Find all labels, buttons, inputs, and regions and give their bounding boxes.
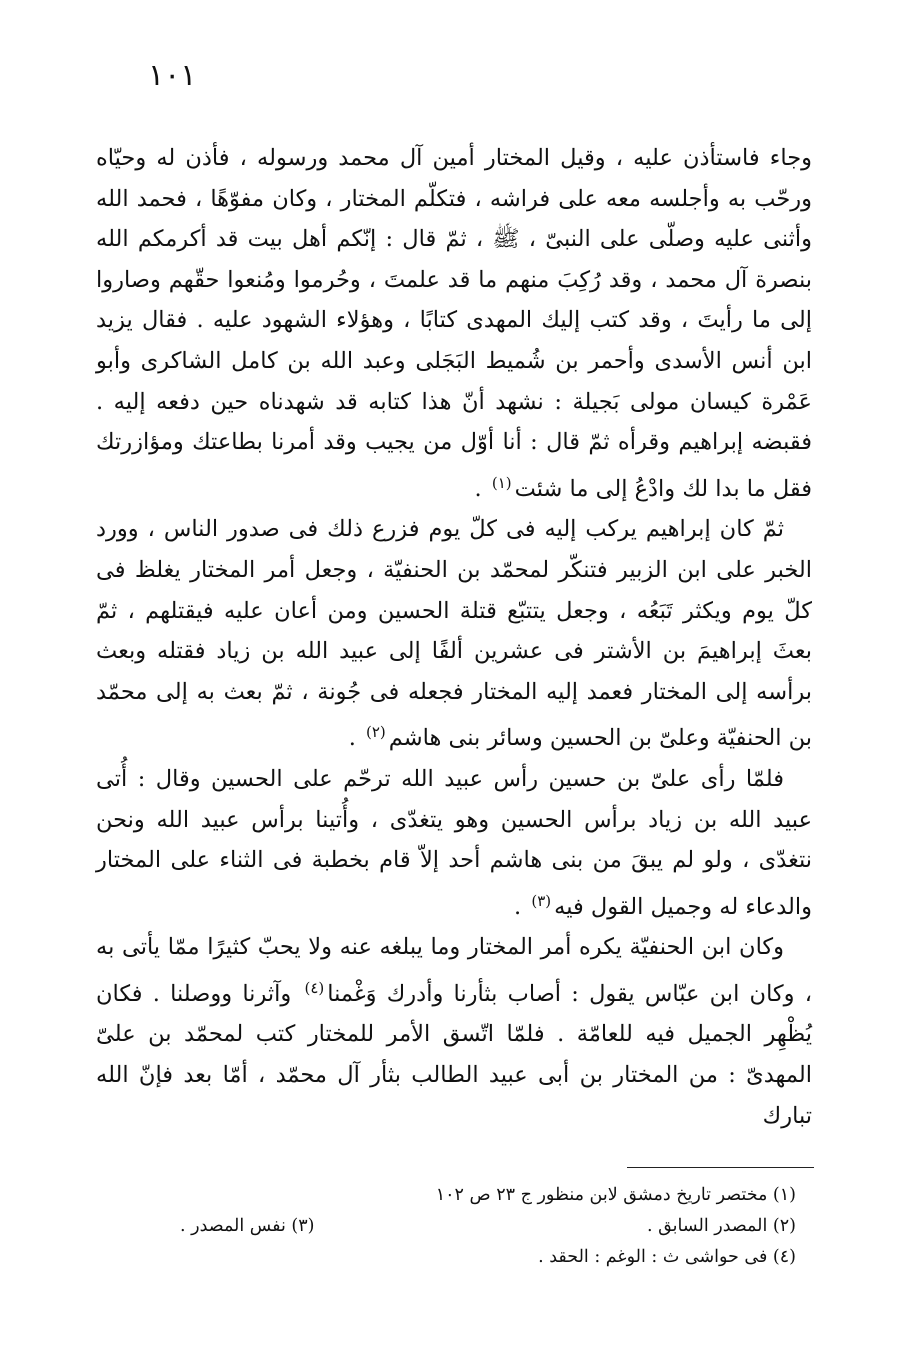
- paragraph-end: .: [514, 893, 529, 920]
- paragraph-end: .: [348, 725, 363, 752]
- paragraph-text: وكان ابن الحنفيّة يكره أمر المختار وما يبلغه عنه ولا يحبّ كثيرًا ممّا يأتى به ، وكان ابن عبّاس يقول : أصاب بثأرنا وأدرك وَغْمنا: [96, 934, 812, 1007]
- page-number: ١٠١: [148, 58, 197, 93]
- main-text: [96, 138, 812, 1136]
- footnote-ref-3: (٣): [531, 891, 552, 910]
- paragraph-3: [96, 759, 812, 927]
- footnote-row: [180, 1211, 796, 1242]
- footnotes: [180, 1180, 796, 1273]
- footnote-ref-1: (١): [491, 473, 512, 492]
- paragraph-4: [96, 927, 812, 1136]
- footnote-row: [180, 1180, 796, 1211]
- paragraph-end: .: [474, 475, 489, 502]
- paragraph-1: [96, 138, 812, 509]
- footnote-2: (٢) المصدر السابق .: [646, 1216, 796, 1236]
- paragraph-text: ثمّ كان إبراهيم يركب إليه فى كلّ يوم فزرع ذلك فى صدور الناس ، وورد الخبر على ابن الزبير فتنكّر لمحمّد بن الحنفيّة ، وجعل أمر المختار يغلظ فى كلّ يوم ويكثر تَبَعُه ، وجعل يتتبّع قتلة الحسين ومن أعان عليه فيقتلهم ، ثمّ بعثَ إبراهيمَ بن الأشتر فى عشرين ألفًا إلى عبيد الله بن زياد فقتله وبعث برأسه إلى المختار فعمد إليه المختار فجعله فى جُونة ، ثمّ بعث به إلى محمّد بن الحنفيّة وعلىّ بن الحسين وسائر بنى هاشم: [96, 516, 812, 752]
- footnote-3: (٣) نفس المصدر .: [180, 1216, 315, 1236]
- footnote-divider: [627, 1167, 814, 1168]
- footnote-row: [180, 1242, 796, 1273]
- footnote-4: (٤) فى حواشى ث : الوغم : الحقد .: [538, 1247, 796, 1267]
- paragraph-2: [96, 509, 812, 759]
- footnote-ref-2: (٢): [366, 723, 386, 742]
- paragraph-end: وآثرنا ووصلنا . فكان يُظْهِر الجميل فيه للعامّة . فلمّا اتّسق الأمر للمختار كتب لمحمّد بن علىّ المهدىّ : من المختار بن أبى عبيد الطالب بثأر آل محمّد ، أمّا بعد فإنّ الله تبارك: [96, 980, 812, 1129]
- footnote-1: (١) مختصر تاريخ دمشق لابن منظور ج ٢٣ ص ١٠٢: [435, 1185, 796, 1205]
- paragraph-text: وجاء فاستأذن عليه ، وقيل المختار أمين آل محمد ورسوله ، فأذن له وحيّاه ورحّب به وأجلسه معه على فراشه ، فتكلّم المختار ، وكان مفوّهًا ، فحمد الله وأثنى عليه وصلّى على النبىّ ، ﷺ ، ثمّ قال : إنّكم أهل بيت قد أكرمكم الله بنصرة آل محمد ، وقد رُكِبَ منهم ما قد علمتَ ، وحُرموا ومُنعوا حقّهم وصاروا إلى ما رأيتَ ، وقد كتب إليك المهدى كتابًا ، وهؤلاء الشهود عليه . فقال يزيد ابن أنس الأسدى وأحمر بن شُميط البَجَلى وعبد الله بن كامل الشاكرى وأبو عَمْرة كيسان مولى بَجيلة : نشهد أنّ هذا كتابه قد شهدناه حين دفعه إليه . فقبضه إبراهيم وقرأه ثمّ قال : أنا أوّل من يجيب وقد أمرنا بطاعتك ومؤازرتك فقل ما بدا لك وادْعُ إلى ما شئت: [96, 145, 812, 502]
- paragraph-text: فلمّا رأى علىّ بن حسين رأس عبيد الله ترحّم على الحسين وقال : أُتى عبيد الله بن زياد برأس الحسين وهو يتغدّى ، وأُتينا برأس عبيد الله ونحن نتغدّى ، ولو لم يبقَ من بنى هاشم أحد إلاّ قام بخطبة فى الثناء على المختار والدعاء له وجميل القول فيه: [96, 765, 812, 920]
- footnote-ref-4: (٤): [304, 978, 325, 997]
